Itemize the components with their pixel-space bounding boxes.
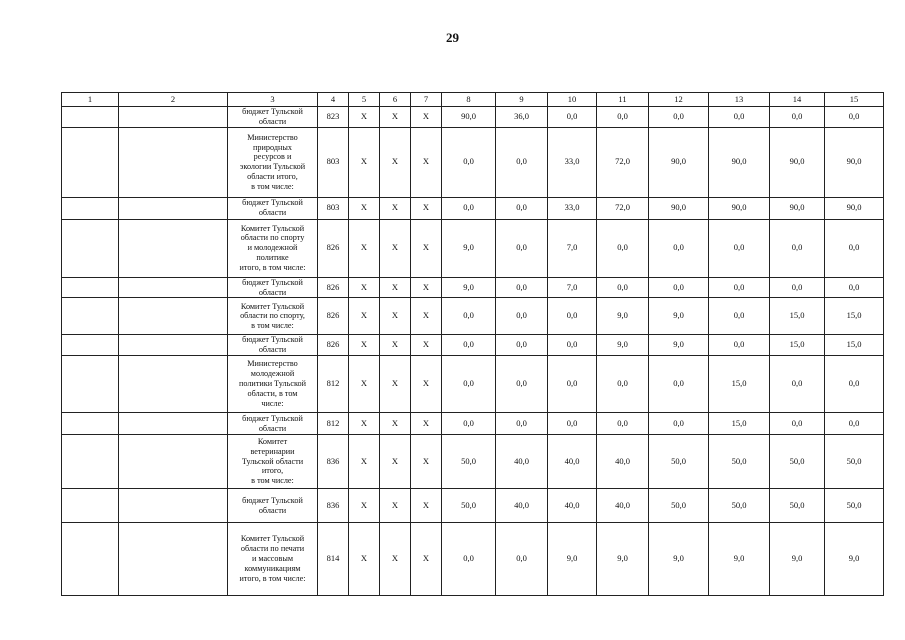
cell-value-col9: 0,0: [496, 277, 548, 298]
cell-value-col14: 0,0: [770, 219, 825, 277]
column-header-8: 8: [442, 93, 496, 107]
cell-value-col15: 90,0: [825, 127, 884, 197]
cell-value-col13: 0,0: [709, 298, 770, 335]
cell-x-6: X: [380, 435, 411, 489]
table-row: [62, 489, 884, 523]
cell-x-6: X: [380, 523, 411, 596]
cell-value-col12: 0,0: [649, 219, 709, 277]
cell-x-7: X: [411, 107, 442, 128]
cell-value-col10: 40,0: [548, 489, 597, 523]
cell-value-col14: 9,0: [770, 523, 825, 596]
cell-value-col8: 0,0: [442, 197, 496, 219]
column-header-3: 3: [228, 93, 318, 107]
cell-value-col15: 0,0: [825, 219, 884, 277]
cell-program-name: Комитет Тульской области по спорту, в том числе:: [228, 298, 318, 335]
cell-value-col12: 0,0: [649, 356, 709, 413]
cell-col1: [62, 219, 119, 277]
cell-col2: [119, 107, 228, 128]
cell-program-name: Министерство природных ресурсов и экологии Тульской области итого, в том числе:: [228, 127, 318, 197]
table-row: [62, 413, 884, 435]
cell-code: 814: [318, 523, 349, 596]
cell-value-col11: 0,0: [597, 219, 649, 277]
cell-value-col13: 15,0: [709, 413, 770, 435]
cell-x-6: X: [380, 197, 411, 219]
cell-x-7: X: [411, 489, 442, 523]
cell-col1: [62, 489, 119, 523]
cell-x-6: X: [380, 219, 411, 277]
cell-x-6: X: [380, 489, 411, 523]
cell-value-col13: 15,0: [709, 356, 770, 413]
cell-value-col15: 0,0: [825, 356, 884, 413]
cell-x-5: X: [349, 298, 380, 335]
cell-value-col10: 9,0: [548, 523, 597, 596]
cell-value-col12: 90,0: [649, 197, 709, 219]
column-header-9: 9: [496, 93, 548, 107]
cell-col2: [119, 523, 228, 596]
cell-x-6: X: [380, 277, 411, 298]
cell-program-name: бюджет Тульской области: [228, 489, 318, 523]
cell-value-col10: 0,0: [548, 356, 597, 413]
cell-value-col10: 33,0: [548, 127, 597, 197]
cell-value-col8: 50,0: [442, 489, 496, 523]
cell-col1: [62, 435, 119, 489]
cell-value-col12: 90,0: [649, 127, 709, 197]
cell-x-7: X: [411, 413, 442, 435]
cell-x-7: X: [411, 219, 442, 277]
cell-col1: [62, 127, 119, 197]
cell-program-name: бюджет Тульской области: [228, 277, 318, 298]
cell-value-col8: 9,0: [442, 219, 496, 277]
cell-col2: [119, 489, 228, 523]
cell-col1: [62, 107, 119, 128]
cell-x-6: X: [380, 107, 411, 128]
column-header-15: 15: [825, 93, 884, 107]
cell-code: 836: [318, 489, 349, 523]
cell-code: 803: [318, 127, 349, 197]
cell-value-col11: 9,0: [597, 298, 649, 335]
cell-value-col13: 0,0: [709, 219, 770, 277]
cell-value-col15: 0,0: [825, 107, 884, 128]
page-number: 29: [446, 30, 459, 45]
cell-code: 826: [318, 277, 349, 298]
cell-col2: [119, 356, 228, 413]
table-row: [62, 127, 884, 197]
cell-value-col14: 90,0: [770, 197, 825, 219]
cell-value-col10: 0,0: [548, 298, 597, 335]
cell-value-col15: 15,0: [825, 335, 884, 356]
cell-value-col9: 0,0: [496, 413, 548, 435]
cell-value-col15: 0,0: [825, 277, 884, 298]
table-row: [62, 335, 884, 356]
column-header-13: 13: [709, 93, 770, 107]
cell-x-7: X: [411, 335, 442, 356]
cell-value-col13: 90,0: [709, 197, 770, 219]
cell-value-col13: 50,0: [709, 489, 770, 523]
column-header-7: 7: [411, 93, 442, 107]
table-row: [62, 435, 884, 489]
cell-value-col9: 0,0: [496, 127, 548, 197]
cell-x-5: X: [349, 356, 380, 413]
cell-value-col15: 0,0: [825, 413, 884, 435]
cell-value-col11: 0,0: [597, 356, 649, 413]
cell-value-col13: 9,0: [709, 523, 770, 596]
cell-col2: [119, 197, 228, 219]
cell-value-col9: 0,0: [496, 335, 548, 356]
cell-program-name: Комитет Тульской области по печати и массовым коммуникациям итого, в том числе:: [228, 523, 318, 596]
cell-value-col8: 0,0: [442, 127, 496, 197]
cell-value-col13: 90,0: [709, 127, 770, 197]
cell-value-col14: 0,0: [770, 107, 825, 128]
cell-code: 812: [318, 413, 349, 435]
cell-value-col15: 50,0: [825, 489, 884, 523]
cell-value-col14: 15,0: [770, 298, 825, 335]
table-body: [62, 107, 884, 596]
cell-value-col10: 0,0: [548, 413, 597, 435]
cell-value-col10: 7,0: [548, 277, 597, 298]
cell-value-col11: 40,0: [597, 435, 649, 489]
table-row: [62, 298, 884, 335]
cell-value-col12: 0,0: [649, 107, 709, 128]
cell-x-7: X: [411, 435, 442, 489]
cell-x-5: X: [349, 523, 380, 596]
cell-x-6: X: [380, 298, 411, 335]
cell-x-6: X: [380, 335, 411, 356]
column-header-11: 11: [597, 93, 649, 107]
cell-col1: [62, 523, 119, 596]
cell-value-col13: 0,0: [709, 277, 770, 298]
cell-x-7: X: [411, 523, 442, 596]
cell-col2: [119, 127, 228, 197]
cell-value-col11: 72,0: [597, 197, 649, 219]
cell-value-col12: 50,0: [649, 489, 709, 523]
cell-x-5: X: [349, 197, 380, 219]
cell-program-name: бюджет Тульской области: [228, 335, 318, 356]
cell-x-7: X: [411, 197, 442, 219]
column-header-1: 1: [62, 93, 119, 107]
cell-value-col10: 0,0: [548, 107, 597, 128]
cell-value-col14: 15,0: [770, 335, 825, 356]
table-row: [62, 107, 884, 128]
cell-value-col14: 90,0: [770, 127, 825, 197]
cell-program-name: Министерство молодежной политики Тульской области, в том числе:: [228, 356, 318, 413]
table-row: [62, 219, 884, 277]
cell-value-col9: 36,0: [496, 107, 548, 128]
cell-value-col11: 72,0: [597, 127, 649, 197]
cell-value-col9: 0,0: [496, 197, 548, 219]
cell-x-7: X: [411, 356, 442, 413]
cell-value-col11: 9,0: [597, 335, 649, 356]
cell-x-6: X: [380, 127, 411, 197]
cell-x-5: X: [349, 435, 380, 489]
cell-value-col8: 0,0: [442, 298, 496, 335]
cell-value-col9: 0,0: [496, 219, 548, 277]
cell-value-col13: 0,0: [709, 335, 770, 356]
cell-program-name: бюджет Тульской области: [228, 197, 318, 219]
cell-x-5: X: [349, 219, 380, 277]
cell-code: 823: [318, 107, 349, 128]
cell-col1: [62, 197, 119, 219]
cell-value-col14: 0,0: [770, 277, 825, 298]
cell-program-name: Комитет ветеринарии Тульской области итого, в том числе:: [228, 435, 318, 489]
cell-value-col10: 33,0: [548, 197, 597, 219]
cell-col1: [62, 298, 119, 335]
cell-value-col10: 40,0: [548, 435, 597, 489]
cell-value-col11: 0,0: [597, 413, 649, 435]
cell-value-col12: 0,0: [649, 277, 709, 298]
cell-col2: [119, 335, 228, 356]
cell-value-col9: 0,0: [496, 523, 548, 596]
cell-value-col14: 0,0: [770, 356, 825, 413]
cell-x-7: X: [411, 277, 442, 298]
column-header-5: 5: [349, 93, 380, 107]
cell-value-col13: 50,0: [709, 435, 770, 489]
cell-program-name: Комитет Тульской области по спорту и молодежной политике итого, в том числе:: [228, 219, 318, 277]
cell-value-col8: 0,0: [442, 356, 496, 413]
cell-value-col8: 9,0: [442, 277, 496, 298]
cell-value-col10: 0,0: [548, 335, 597, 356]
cell-code: 803: [318, 197, 349, 219]
cell-value-col9: 0,0: [496, 298, 548, 335]
cell-program-name: бюджет Тульской области: [228, 413, 318, 435]
cell-value-col13: 0,0: [709, 107, 770, 128]
column-header-4: 4: [318, 93, 349, 107]
budget-table: [61, 92, 884, 596]
cell-value-col9: 40,0: [496, 435, 548, 489]
cell-value-col14: 50,0: [770, 435, 825, 489]
cell-code: 836: [318, 435, 349, 489]
cell-x-5: X: [349, 107, 380, 128]
table-row: [62, 197, 884, 219]
cell-x-5: X: [349, 413, 380, 435]
cell-value-col12: 9,0: [649, 335, 709, 356]
cell-value-col11: 9,0: [597, 523, 649, 596]
cell-value-col14: 0,0: [770, 413, 825, 435]
cell-value-col15: 15,0: [825, 298, 884, 335]
cell-value-col11: 0,0: [597, 107, 649, 128]
cell-value-col8: 0,0: [442, 335, 496, 356]
cell-value-col8: 50,0: [442, 435, 496, 489]
cell-col2: [119, 435, 228, 489]
cell-code: 826: [318, 298, 349, 335]
cell-value-col15: 90,0: [825, 197, 884, 219]
cell-value-col8: 0,0: [442, 523, 496, 596]
cell-x-6: X: [380, 413, 411, 435]
cell-x-5: X: [349, 335, 380, 356]
cell-x-5: X: [349, 489, 380, 523]
cell-value-col12: 0,0: [649, 413, 709, 435]
cell-value-col9: 0,0: [496, 356, 548, 413]
column-header-12: 12: [649, 93, 709, 107]
cell-col1: [62, 356, 119, 413]
table-row: [62, 277, 884, 298]
cell-value-col15: 50,0: [825, 435, 884, 489]
cell-value-col12: 50,0: [649, 435, 709, 489]
cell-code: 826: [318, 219, 349, 277]
cell-col1: [62, 413, 119, 435]
cell-value-col11: 40,0: [597, 489, 649, 523]
cell-x-6: X: [380, 356, 411, 413]
header-row: [62, 93, 884, 107]
cell-col2: [119, 298, 228, 335]
cell-value-col9: 40,0: [496, 489, 548, 523]
cell-value-col10: 7,0: [548, 219, 597, 277]
cell-col1: [62, 277, 119, 298]
table-row: [62, 523, 884, 596]
cell-col2: [119, 413, 228, 435]
cell-code: 812: [318, 356, 349, 413]
cell-x-7: X: [411, 298, 442, 335]
cell-col2: [119, 219, 228, 277]
cell-value-col8: 0,0: [442, 413, 496, 435]
cell-value-col15: 9,0: [825, 523, 884, 596]
cell-col2: [119, 277, 228, 298]
cell-value-col12: 9,0: [649, 523, 709, 596]
cell-value-col14: 50,0: [770, 489, 825, 523]
cell-col1: [62, 335, 119, 356]
cell-code: 826: [318, 335, 349, 356]
column-header-14: 14: [770, 93, 825, 107]
table-row: [62, 356, 884, 413]
column-header-6: 6: [380, 93, 411, 107]
cell-value-col11: 0,0: [597, 277, 649, 298]
cell-program-name: бюджет Тульской области: [228, 107, 318, 128]
column-header-10: 10: [548, 93, 597, 107]
cell-x-5: X: [349, 277, 380, 298]
cell-value-col12: 9,0: [649, 298, 709, 335]
cell-x-7: X: [411, 127, 442, 197]
column-header-2: 2: [119, 93, 228, 107]
cell-value-col8: 90,0: [442, 107, 496, 128]
cell-x-5: X: [349, 127, 380, 197]
